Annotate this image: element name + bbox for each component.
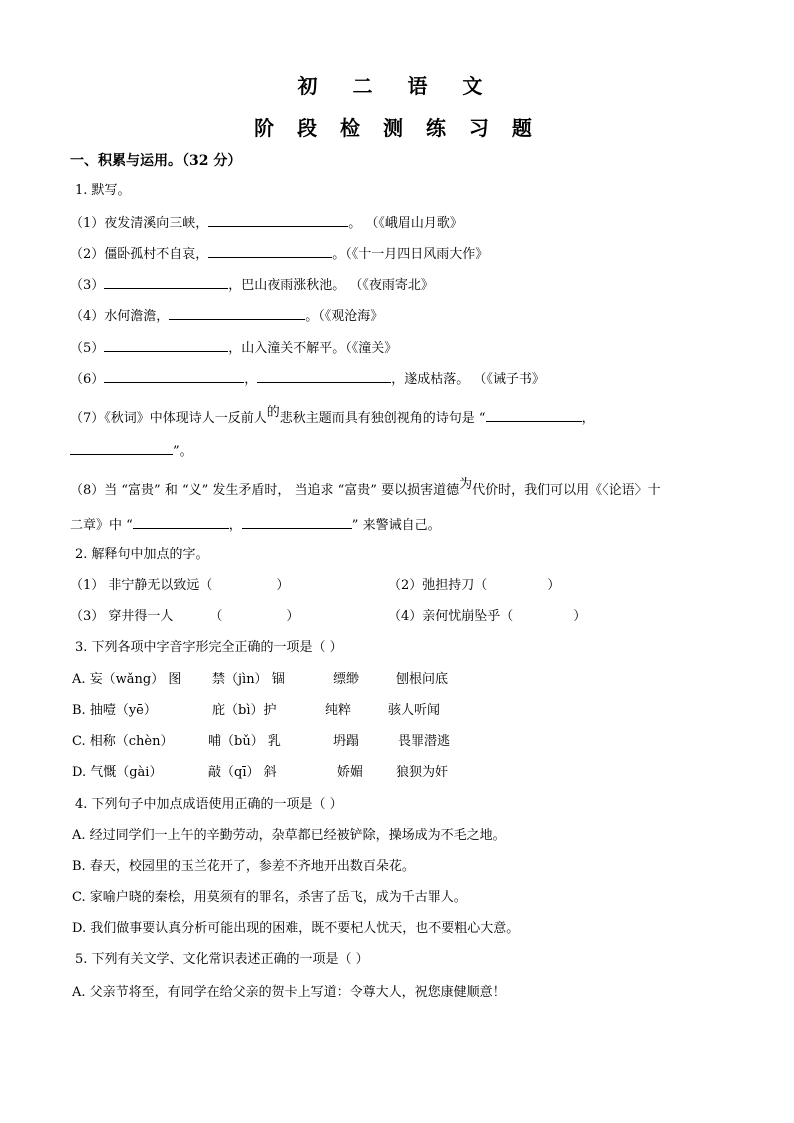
- q1-line-3: （3） ，巴山夜雨涨秋池。 （《夜雨寄北》: [70, 275, 434, 295]
- answer-blank: [208, 213, 348, 227]
- q3-option-a: 刨根问底: [396, 672, 449, 687]
- q4-option-d: D. 我们做事要认真分析可能出现的困难，既不要杞人忧天，也不要粗心大意。: [72, 921, 520, 936]
- answer-blank: [169, 306, 305, 320]
- q5-title: 5. 下列有关文学、文化常识表述正确的一项是（ ）: [75, 952, 369, 967]
- q4-title: 4. 下列句子中加点成语使用正确的一项是（ ）: [75, 797, 343, 812]
- answer-blank: [104, 369, 244, 383]
- q3-option-d: D. 气慨（gài）: [72, 765, 163, 780]
- page-title: 初 二 语 文: [297, 74, 497, 98]
- q3-option-c: 畏罪潜逃: [398, 734, 451, 749]
- q4-option-a: A. 经过同学们一上午的辛勤劳动，杂草都已经被铲除，操场成为不毛之地。: [72, 828, 506, 843]
- q3-option-b: B. 抽噎（yē）: [72, 703, 157, 718]
- section-heading: 一、积累与运用。（32 分）: [70, 153, 242, 169]
- q1-line-4: （4）水何澹澹， 。（《观沧海》: [70, 306, 383, 326]
- q3-option-b: 纯粹: [325, 703, 352, 718]
- answer-blank: [242, 515, 352, 529]
- answer-blank: [133, 515, 229, 529]
- q1-line-6: （6） ， ，遂成枯落。 （《诫子书》: [70, 369, 545, 389]
- q5-option-a: A. 父亲节将至，有同学在给父亲的贺卡上写道：令尊大人，祝您康健顺意！: [72, 985, 506, 1000]
- q1-line-8-cont: 二章》中 “ ， ” 来警诫自己。: [70, 515, 441, 535]
- q3-option-b: 骇人听闻: [388, 703, 441, 718]
- q2-item-2: （2）弛担持刀（ ）: [388, 578, 561, 593]
- answer-blank: [104, 275, 228, 289]
- page-subtitle: 阶 段 检 测 练 习 题: [254, 116, 540, 140]
- q2-item-3: （3） 穿井得一人 （ ）: [70, 609, 300, 624]
- q3-option-d: 狼狈为奸: [396, 765, 449, 780]
- q1-line-5: （5） ，山入潼关不解平。（《潼关》: [70, 338, 397, 358]
- q1-line-2: （2）僵卧孤村不自哀， 。（《十一月四日风雨大作》: [70, 244, 488, 264]
- q3-title: 3. 下列各项中字音字形完全正确的一项是（ ）: [75, 640, 343, 655]
- q1-line-7: （7）《秋词》中体现诗人一反前人的悲秋主题而具有独创视角的诗句是 “ ，: [70, 405, 595, 426]
- q2-title: 2. 解释句中加点的字。: [75, 547, 209, 562]
- answer-blank: [257, 369, 391, 383]
- q3-option-a: 缥缈: [333, 672, 360, 687]
- q3-option-d: 敲（qī） 斜: [208, 765, 277, 780]
- q1-line-7-cont: ”。: [70, 441, 193, 461]
- q3-option-a: 禁（jìn） 锢: [212, 672, 285, 687]
- q3-option-c: C. 相称（chèn）: [72, 734, 174, 749]
- q3-option-b: 庇（bì）护: [212, 703, 277, 718]
- q2-item-4: （4）亲何忧崩坠乎（ ）: [388, 609, 587, 624]
- answer-blank: [104, 338, 228, 352]
- answer-blank: [70, 441, 173, 455]
- q3-option-c: 坍蹋: [333, 734, 360, 749]
- q1-line-1: （1）夜发清溪向三峡， 。 （《峨眉山月歌》: [70, 213, 463, 233]
- q3-option-d: 娇媚: [337, 765, 364, 780]
- q2-item-1: （1） 非宁静无以致远（ ）: [70, 578, 290, 593]
- q3-option-a: A. 妄（wǎng） 图: [72, 672, 182, 687]
- answer-blank: [486, 408, 582, 422]
- q1-line-8: （8）当 “富贵” 和 “义” 发生矛盾时， 当追求 “富贵” 要以损害道德为代价时，我们可以用《〈论语〉十: [70, 477, 661, 498]
- q4-option-c: C. 家喻户晓的秦桧，用莫须有的罪名，杀害了岳飞，成为千古罪人。: [72, 890, 467, 905]
- q3-option-c: 哺（bǔ） 乳: [208, 734, 281, 749]
- q4-option-b: B. 春天，校园里的玉兰花开了，参差不齐地开出数百朵花。: [72, 859, 415, 874]
- answer-blank: [208, 244, 332, 258]
- q1-title: 1. 默写。: [75, 183, 131, 198]
